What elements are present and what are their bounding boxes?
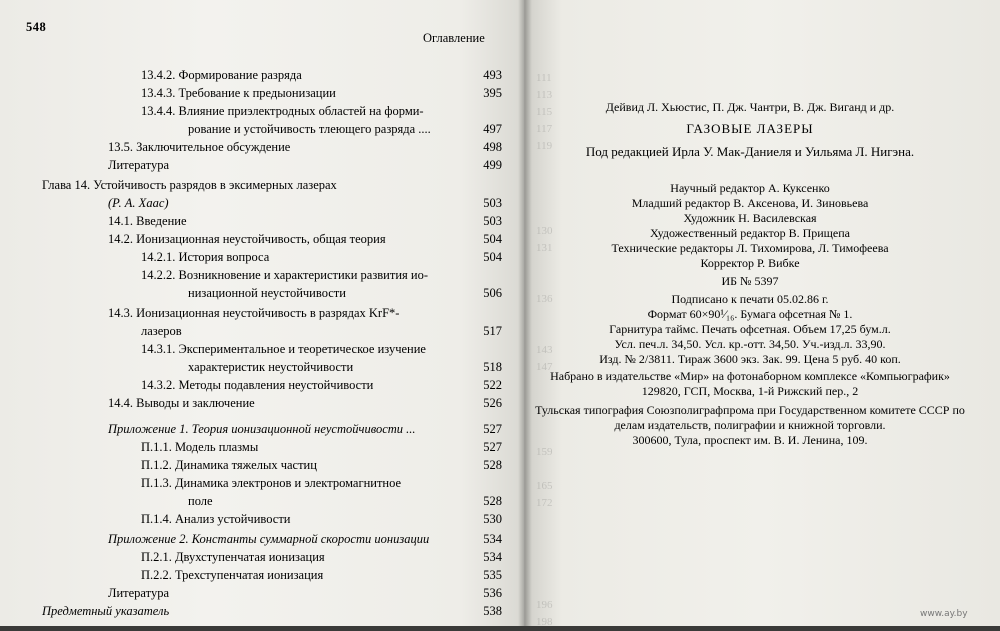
toc-appendix-heading: Приложение 2. Константы суммарной скорости ионизации 534 bbox=[108, 532, 502, 546]
imprint-printer: 300600, Тула, проспект им. В. И. Ленина, 109. bbox=[632, 433, 868, 447]
toc-entry: Литература 536 bbox=[108, 586, 502, 600]
toc-entry: характеристик неустойчивости 518 bbox=[188, 360, 502, 374]
imprint-print-info: Подписано к печати 05.02.86 г. bbox=[671, 292, 829, 306]
toc-entry: П.1.4. Анализ устойчивости 530 bbox=[141, 512, 502, 526]
imprint-print-info: Гарнитура таймс. Печать офсетная. Объем 17,25 бум.л. bbox=[609, 322, 891, 336]
imprint-credit: Художник Н. Василевская bbox=[683, 211, 817, 225]
imprint-credit: Корректор Р. Вибке bbox=[700, 256, 800, 270]
toc-chapter-heading: Глава 14. Устойчивость разрядов в эксимерных лазерах bbox=[42, 178, 337, 192]
toc-entry: Литература 499 bbox=[108, 158, 502, 172]
imprint-typesetting: 129820, ГСП, Москва, 1-й Рижский пер., 2 bbox=[641, 384, 859, 398]
toc-entry: П.2.1. Двухступенчатая ионизация 534 bbox=[141, 550, 502, 564]
toc-entry: П.1.1. Модель плазмы 527 bbox=[141, 440, 502, 454]
imprint-credit: Научный редактор А. Куксенко bbox=[670, 181, 830, 195]
imprint-printer: делам издательств, полиграфии и книжной торговли. bbox=[614, 418, 886, 432]
toc-entry: низационной неустойчивости 506 bbox=[188, 286, 502, 300]
toc-entry: 14.3. Ионизационная неустойчивость в разрядах KrF*- bbox=[108, 306, 400, 320]
toc-entry: 14.2.2. Возникновение и характеристики развития ио- bbox=[141, 268, 428, 282]
running-header: Оглавление bbox=[423, 31, 485, 45]
toc-entry: 14.4. Выводы и заключение 526 bbox=[108, 396, 502, 410]
imprint-typesetting: Набрано в издательстве «Мир» на фотонаборном комплексе «Компьюграфик» bbox=[550, 369, 950, 383]
toc-entry: 14.2. Ионизационная неустойчивость, общая теория 504 bbox=[108, 232, 502, 246]
toc-entry: П.2.2. Трехступенчатая ионизация 535 bbox=[141, 568, 502, 582]
toc-entry: 13.4.2. Формирование разряда 493 bbox=[141, 68, 502, 82]
toc-entry: поле 528 bbox=[188, 494, 502, 508]
toc-entry: (Р. А. Хаас) 503 bbox=[108, 196, 502, 210]
toc-entry: П.1.3. Динамика электронов и электромагнитное bbox=[141, 476, 402, 490]
imprint-ib-number: ИБ № 5397 bbox=[721, 274, 779, 288]
toc-entry: рование и устойчивость тлеющего разряда .... 497 bbox=[188, 122, 502, 136]
imprint-print-info: Усл. печ.л. 34,50. Усл. кр.-отт. 34,50. Уч.-изд.л. 33,90. bbox=[614, 337, 886, 351]
toc-entry: 13.4.3. Требование к предыонизации 395 bbox=[141, 86, 502, 100]
toc-index-entry: Предметный указатель 538 bbox=[42, 604, 502, 618]
toc-entry: 14.1. Введение 503 bbox=[108, 214, 502, 228]
toc-entry: 13.5. Заключительное обсуждение 498 bbox=[108, 140, 502, 154]
toc-appendix-heading: Приложение 1. Теория ионизационной неустойчивости ... 527 bbox=[108, 422, 502, 436]
toc-entry: 14.3.1. Экспериментальное и теоретическое изучение bbox=[141, 342, 426, 356]
toc-entry: 13.4.4. Влияние приэлектродных областей на форми- bbox=[141, 104, 424, 118]
imprint-printer: Тульская типография Союзполиграфпрома при Государственном комитете СССР по bbox=[535, 403, 965, 417]
imprint-print-info: Формат 60×90¹⁄₁₆. Бумага офсетная № 1. bbox=[647, 307, 853, 321]
imprint-credit: Художественный редактор В. Прищепа bbox=[649, 226, 850, 240]
page-number: 548 bbox=[26, 20, 47, 34]
watermark: www.ay.by bbox=[920, 609, 968, 619]
toc-entry: лазеров 517 bbox=[141, 324, 502, 338]
toc-entry: 14.3.2. Методы подавления неустойчивости 522 bbox=[141, 378, 502, 392]
imprint-credit: Технические редакторы Л. Тихомирова, Л. Тимофеева bbox=[611, 241, 889, 255]
imprint-book-title: ГАЗОВЫЕ ЛАЗЕРЫ bbox=[686, 121, 814, 136]
bleed-through-numbers: 111 113 115 117 119 130 131 136 143 147 159 165 172 196 198 bbox=[536, 72, 553, 628]
imprint-credit: Младший редактор В. Аксенова, И. Зиновьева bbox=[631, 196, 869, 210]
imprint-authors: Дейвид Л. Хьюстис, П. Дж. Чантри, В. Дж. Виганд и др. bbox=[605, 100, 895, 114]
imprint-print-info: Изд. № 2/3811. Тираж 3600 экз. Зак. 99. Цена 5 руб. 40 коп. bbox=[599, 352, 901, 366]
toc-entry: 14.2.1. История вопроса 504 bbox=[141, 250, 502, 264]
toc-entry: П.1.2. Динамика тяжелых частиц 528 bbox=[141, 458, 502, 472]
imprint-editors: Под редакцией Ирла У. Мак-Даниеля и Уильяма Л. Нигэна. bbox=[585, 144, 915, 159]
